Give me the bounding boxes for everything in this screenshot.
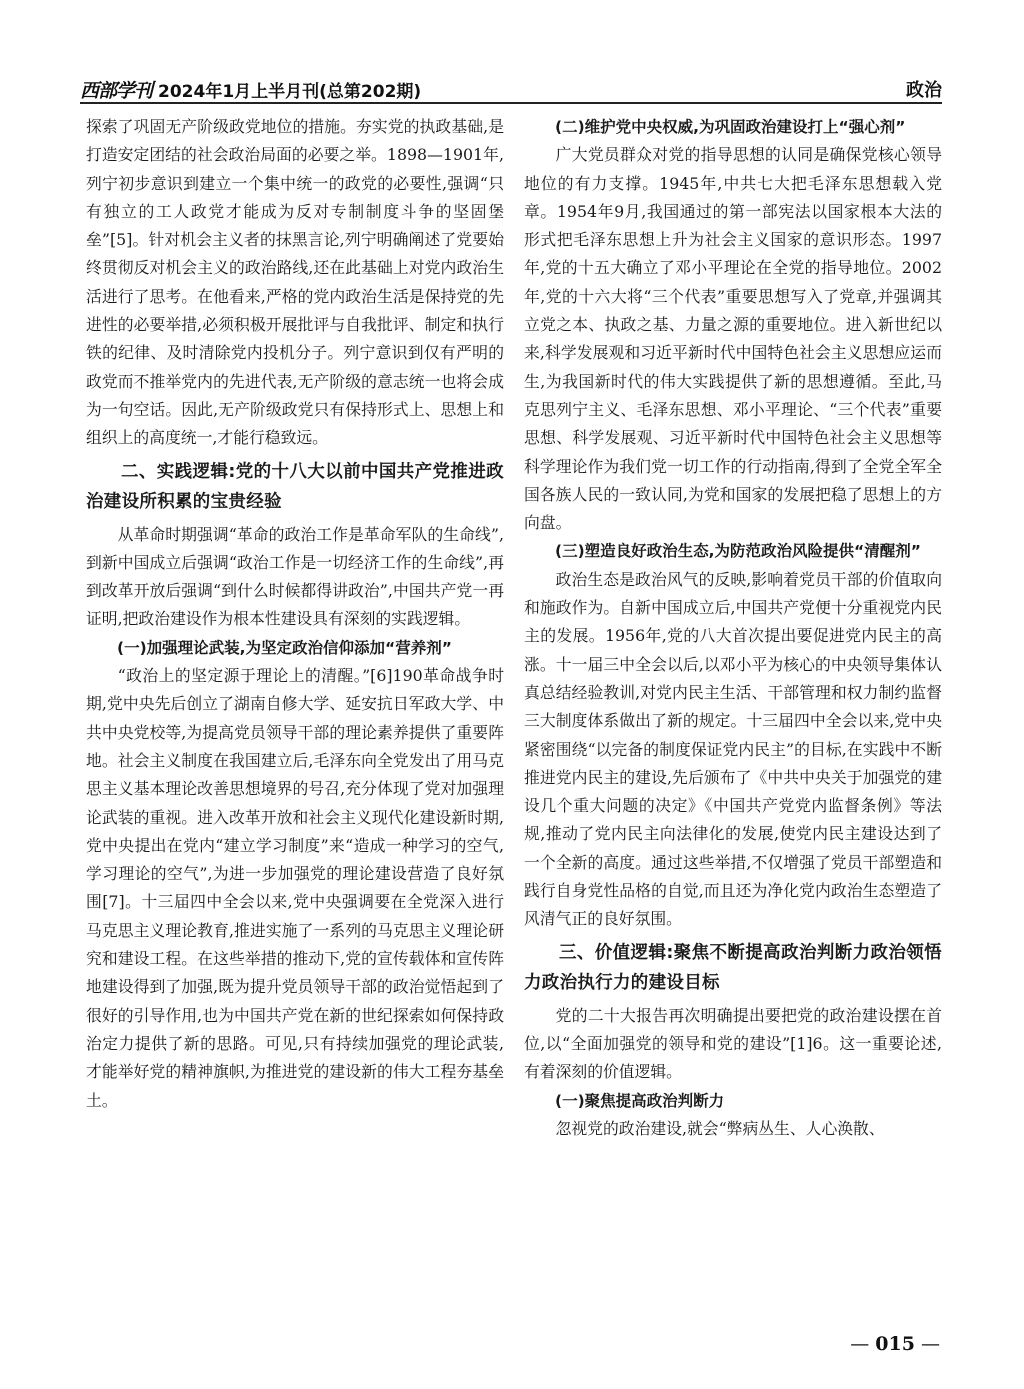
subsection-heading: (一)加强理论武装,为坚定政治信仰添加“营养剂” (117, 638, 452, 657)
subsection-heading: (二)维护党中央权威,为巩固政治建设打上“强心剂” (555, 118, 906, 136)
paragraph: 党的二十大报告再次明确提出要把党的政治建设摆在首位,以“全面加强党的领导和党的建设”[1]6。这一重要论述,有着深刻的价值逻辑。 (524, 1005, 942, 1082)
paragraph: 探索了巩固无产阶级政党地位的措施。夯实党的执政基础,是打造安定团结的社会政治局面的必要之举。1898—1901年,列宁初步意识到建立一个集中统一的政党的必要性,强调“只有独立的工人政党才能成为反对专制制度斗争的坚固堡垒”[5]。针对机会主义者的抹黑言论,列宁明确阐述了党要始终贯彻反对机会主义的政治路线,还在此基础上对党内政治生活进行了思考。在他看来,严格的党内政治生活是保持党的先进性的必要举措,必须积极开展批评与自我批评、制定和执行铁的纪律、及时清除党内投机分子。列宁意识到仅有严明的政党而不推举党内的先进代表,无产阶级的意志统一也将会成为一句空话。因此,无产阶级政党只有保持形式上、思想上和组织上的高度统一,才能行稳致远。 (86, 117, 504, 448)
subsection-heading: (一)聚焦提高政治判断力 (555, 1091, 725, 1110)
paragraph: 广大党员群众对党的指导思想的认同是确保党核心领导地位的有力支撑。1945年,中共七大把毛泽东思想载入党章。1954年9月,我国通过的第一部宪法以国家根本大法的形式把毛泽东思想上升为社会主义国家的意识形态。1997年,党的十五大确立了邓小平理论在全党的指导地位。2002年,党的十六大将“三个代表”重要思想写入了党章,并强调其立党之本、执政之基、力量之源的重要地位。进入新世纪以来,科学发展观和习近平新时代中国特色社会主义思想应运而生,为我国新时代的伟大实践提供了新的思想遵循。至此,马克思列宁主义、毛泽东思想、邓小平理论、“三个代表”重要思想、科学发展观、习近平新时代中国特色社会主义思想等科学理论作为我们党一切工作的行动指南,得到了全党全军全国各族人民的一致认同,为党和国家的发展把稳了思想上的方向盘。 (524, 145, 942, 533)
subsection-heading: (三)塑造良好政治生态,为防范政治风险提供“清醒剂” (555, 542, 921, 561)
issue-info: 2024年1月上半月刊(总第202期) (158, 82, 422, 102)
section-heading: 三、价值逻辑:聚焦不断提高政治判断力政治领悟力政治执行力的建设目标 (524, 942, 942, 993)
page-number: — 015 — (850, 1333, 940, 1355)
section-heading: 二、实践逻辑:党的十八大以前中国共产党推进政治建设所积累的宝贵经验 (86, 461, 504, 512)
right-column (524, 113, 942, 1143)
paragraph: 从革命时期强调“革命的政治工作是革命军队的生命线”,到新中国成立后强调“政治工作是一切经济工作的生命线”,再到改革开放后强调“到什么时候都得讲政治”,中国共产党一再证明,把政治建设作为根本性建设具有深刻的实践逻辑。 (86, 524, 504, 629)
journal-logo: 西部学刊 (80, 80, 153, 102)
running-header (80, 70, 942, 104)
section-name: 政治 (906, 80, 942, 101)
left-column (86, 113, 504, 1115)
paragraph: 忽视党的政治建设,就会“弊病丛生、人心涣散、 (555, 1118, 885, 1138)
paragraph: 政治生态是政治风气的反映,影响着党员干部的价值取向和施政作为。自新中国成立后,中国共产党便十分重视党内民主的发展。1956年,党的八大首次提出要促进党内民主的高涨。十一届三中全会以后,以邓小平为核心的中央领导集体认真总结经验教训,对党内民主生活、干部管理和权力制约监督三大制度体系做出了新的规定。十三届四中全会以来,党中央紧密围绕“以完备的制度保证党内民主”的目标,在实践中不断推进党内民主的建设,先后颁布了《中共中央关于加强党的建设几个重大问题的决定》《中国共产党党内监督条例》等法规,推动了党内民主向法律化的发展,使党内民主建设达到了一个全新的高度。通过这些举措,不仅增强了党员干部塑造和践行自身党性品格的自觉,而且还为净化党内政治生态塑造了风清气正的良好氛围。 (524, 569, 942, 929)
header-rule (80, 102, 942, 104)
paragraph: “政治上的坚定源于理论上的清醒。”[6]190革命战争时期,党中央先后创立了湖南自修大学、延安抗日军政大学、中共中央党校等,为提高党员领导干部的理论素养提供了重要阵地。社会主义制度在我国建立后,毛泽东向全党发出了用马克思主义基本理论改善思想境界的号召,充分体现了党对加强理论武装的重视。进入改革开放和社会主义现代化建设新时期,党中央提出在党内“建立学习制度”来“造成一种学习的空气,学习理论的空气”,为进一步加强党的理论建设营造了良好氛围[7]。十三届四中全会以来,党中央强调要在全党深入进行马克思主义理论教育,推进实施了一系列的马克思主义理论研究和建设工程。在这些举措的推动下,党的宣传载体和宣传阵地建设得到了加强,既为提升党员领导干部的政治觉悟起到了很好的引导作用,也为中国共产党在新的世纪探索如何保持政治定力提供了新的思路。可见,只有持续加强党的理论武装,才能举好党的精神旗帜,为推进党的建设新的伟大工程夯基垒土。 (86, 666, 504, 1110)
page-number-value: 015 (875, 1333, 915, 1355)
